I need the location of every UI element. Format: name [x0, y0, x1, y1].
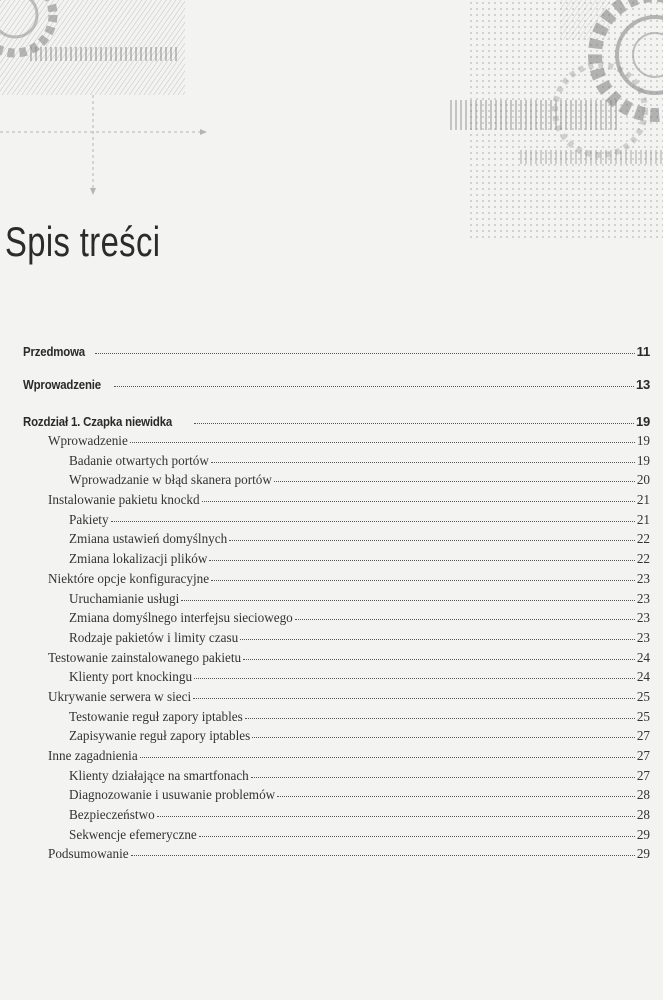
toc-entry — [23, 531, 650, 551]
toc-entry-introduction — [23, 377, 650, 396]
toc-entry-label: Pakiety — [69, 511, 109, 527]
toc-leader-dots — [95, 353, 634, 354]
toc-leader-dots — [245, 718, 635, 719]
toc-leader-dots — [194, 423, 634, 424]
toc-entry-page: 23 — [636, 629, 650, 645]
toc-entry-label: Diagnozowanie i usuwanie problemów — [69, 787, 276, 803]
toc-entry-label: Zapisywanie reguł zapory iptables — [69, 728, 251, 744]
toc-entry — [23, 433, 650, 453]
toc-entry-page: 29 — [636, 826, 650, 842]
toc-entry-label: Testowanie zainstalowanego pakietu — [48, 649, 242, 665]
toc-entry-page: 22 — [636, 531, 650, 547]
toc-entry — [23, 748, 650, 768]
toc-leader-dots — [194, 678, 635, 679]
toc-entry — [23, 650, 650, 670]
toc-entry-label: Podsumowanie — [48, 846, 129, 862]
toc-entry-page: 19 — [636, 452, 650, 468]
toc-entry-label: Wprowadzanie w błąd skanera portów — [69, 472, 272, 488]
toc-leader-dots — [181, 600, 635, 601]
toc-entry — [23, 551, 650, 571]
toc-entry-page: 27 — [636, 767, 650, 783]
toc-entry-page: 21 — [636, 511, 650, 527]
toc-entry — [23, 472, 650, 492]
toc-entry-label: Zmiana domyślnego interfejsu sieciowego — [69, 610, 293, 626]
toc-leader-dots — [202, 501, 635, 502]
toc-entry-page: 19 — [635, 414, 650, 429]
toc-leader-dots — [111, 521, 635, 522]
toc-entry — [23, 689, 650, 709]
toc-entry — [23, 669, 650, 689]
toc-entry-label: Testowanie reguł zapory iptables — [69, 708, 243, 724]
toc-entry-page: 27 — [636, 748, 650, 763]
toc-leader-dots — [114, 386, 634, 387]
toc-entry-label: Badanie otwartych portów — [69, 452, 209, 468]
toc-entry — [23, 571, 650, 591]
toc-leader-dots — [243, 659, 635, 660]
toc-leader-dots — [229, 540, 635, 541]
toc-entry — [23, 728, 650, 748]
toc-entry — [23, 453, 650, 473]
toc-entry-label: Inne zagadnienia — [48, 748, 138, 763]
toc-leader-dots — [274, 481, 635, 482]
toc-entry-label: Klienty działające na smartfonach — [69, 767, 249, 783]
toc-entry-preface — [23, 344, 650, 363]
toc-entry-page: 23 — [636, 570, 650, 586]
toc-entry — [23, 768, 650, 788]
page-title: Spis treści — [5, 218, 161, 265]
table-of-contents — [23, 344, 650, 866]
toc-entry-label: Uruchamianie usługi — [69, 590, 180, 606]
toc-entry — [23, 787, 650, 807]
toc-entry-label: Wprowadzenie — [48, 433, 128, 448]
toc-entry — [23, 827, 650, 847]
toc-entry-page: 24 — [636, 649, 650, 665]
toc-entry-page: 24 — [636, 669, 650, 685]
toc-leader-dots — [211, 462, 635, 463]
toc-entry-page: 11 — [636, 344, 650, 359]
toc-entry-label: Instalowanie pakietu knockd — [48, 492, 200, 508]
toc-entry — [23, 709, 650, 729]
toc-leader-dots — [193, 698, 635, 699]
toc-entry-page: 19 — [636, 433, 650, 448]
toc-entry-label: Rozdział 1. Czapka niewidka — [23, 414, 173, 429]
toc-leader-dots — [277, 796, 635, 797]
toc-leader-dots — [140, 757, 635, 758]
toc-entry-page: 28 — [636, 787, 650, 803]
toc-entry-label: Niektóre opcje konfiguracyjne — [48, 570, 210, 586]
toc-entry-page: 25 — [636, 688, 650, 704]
toc-entry-page: 29 — [636, 846, 650, 862]
toc-entry-label: Wprowadzenie — [23, 377, 101, 392]
toc-entry — [23, 610, 650, 630]
toc-entry-page: 20 — [636, 472, 650, 488]
toc-entry — [23, 512, 650, 532]
toc-leader-dots — [251, 777, 635, 778]
toc-entry — [23, 846, 650, 866]
toc-leader-dots — [131, 855, 635, 856]
toc-entry-page: 23 — [636, 610, 650, 626]
toc-entry-label: Klienty port knockingu — [69, 669, 193, 685]
toc-entry-page: 21 — [636, 492, 650, 508]
toc-entry-chapter-1 — [23, 414, 650, 433]
toc-entry — [23, 630, 650, 650]
toc-entry-page: 13 — [635, 377, 650, 392]
toc-entry-label: Zmiana lokalizacji plików — [69, 551, 208, 567]
toc-entry-label: Bezpieczeństwo — [69, 807, 155, 823]
toc-leader-dots — [199, 836, 635, 837]
toc-leader-dots — [252, 737, 635, 738]
toc-entry-label: Rodzaje pakietów i limity czasu — [69, 629, 239, 645]
toc-entry-label: Ukrywanie serwera w sieci — [48, 688, 192, 704]
toc-leader-dots — [209, 560, 634, 561]
toc-entry — [23, 492, 650, 512]
toc-entry-page: 22 — [636, 551, 650, 567]
toc-entry-page: 23 — [636, 590, 650, 606]
gear-decoration-icon — [0, 0, 663, 250]
toc-leader-dots — [130, 442, 635, 443]
toc-entry — [23, 591, 650, 611]
toc-leader-dots — [295, 619, 635, 620]
toc-entry-page: 27 — [636, 728, 650, 744]
toc-leader-dots — [211, 580, 635, 581]
toc-entry-page: 28 — [636, 807, 650, 823]
toc-entry-label: Zmiana ustawień domyślnych — [69, 531, 228, 547]
toc-entry-label: Przedmowa — [23, 344, 85, 359]
toc-entry-label: Sekwencje efemeryczne — [69, 826, 197, 842]
toc-leader-dots — [157, 816, 635, 817]
toc-leader-dots — [240, 639, 635, 640]
toc-entry-page: 25 — [636, 708, 650, 724]
toc-entry — [23, 807, 650, 827]
